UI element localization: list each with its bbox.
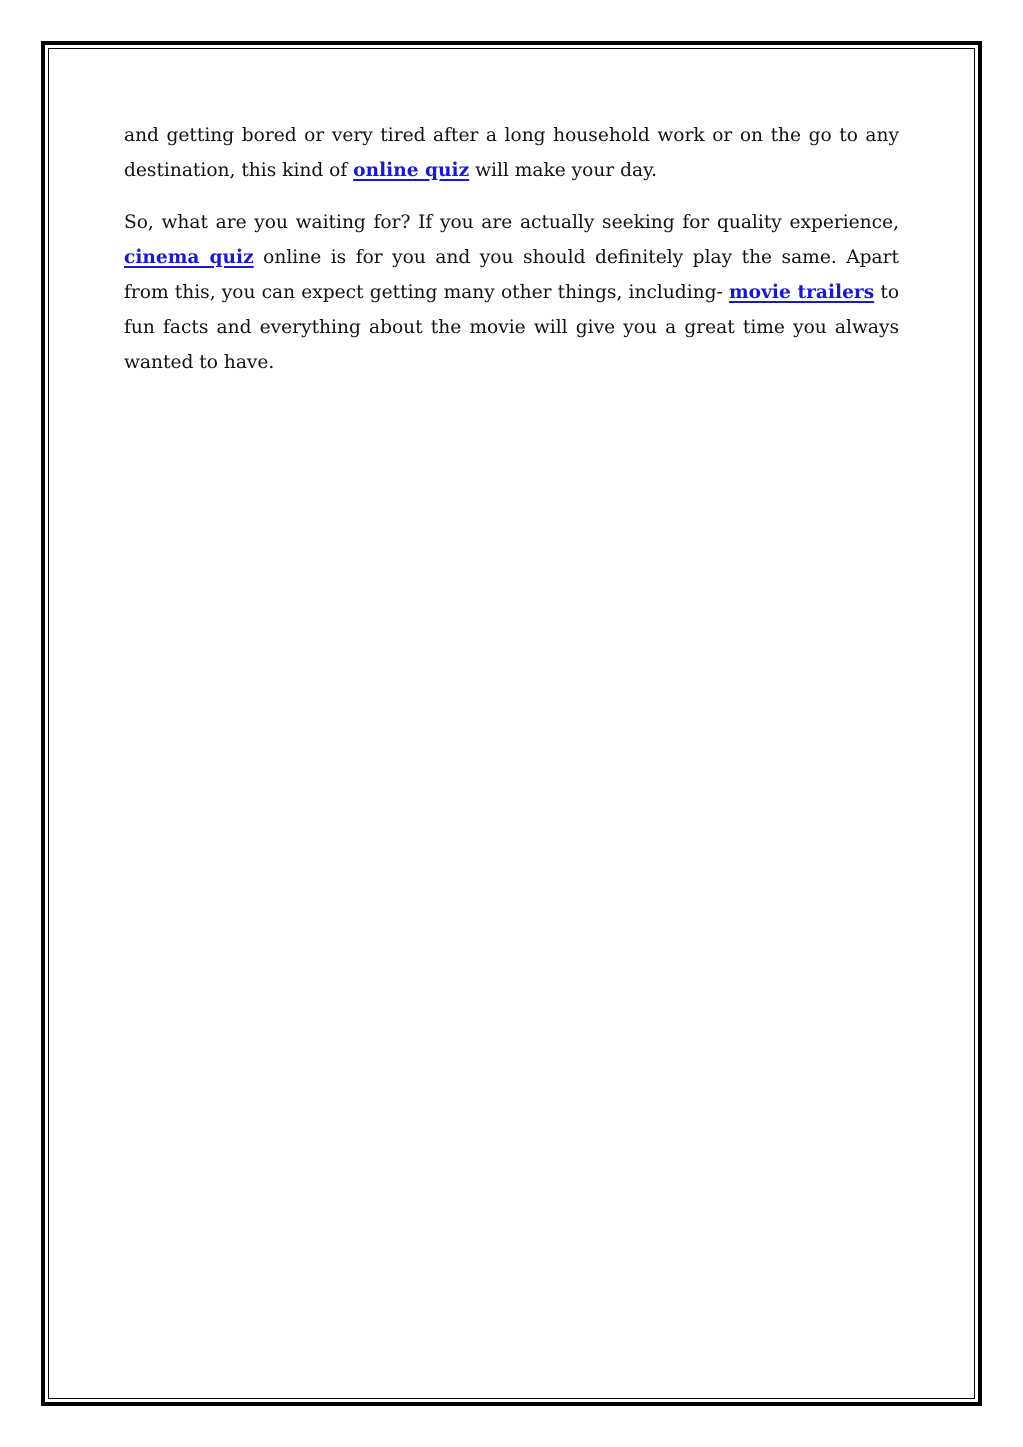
cinema-quiz-link[interactable]: cinema quiz <box>124 247 254 268</box>
paragraph-1-text-after: will make your day. <box>469 160 658 181</box>
document-body <box>124 118 899 397</box>
movie-trailers-link[interactable]: movie trailers <box>729 282 875 303</box>
paragraph-2-text-part1: So, what are you waiting for? If you are actually seeking for quality experience, <box>124 212 899 233</box>
online-quiz-link[interactable]: online quiz <box>353 160 470 181</box>
paragraph-2-text-part2: online is for you and you should definitely play the same. Apart from this, you can expect getting many other things, including- <box>124 247 900 303</box>
paragraph-1-text-before: and getting bored or very tired after a long household work or on the go to any destination, this kind of <box>124 125 899 181</box>
paragraph-1 <box>124 118 899 188</box>
paragraph-2-text-part3: to fun facts and everything about the movie will give you a great time you always wanted to have. <box>124 282 900 373</box>
paragraph-2 <box>124 205 899 380</box>
